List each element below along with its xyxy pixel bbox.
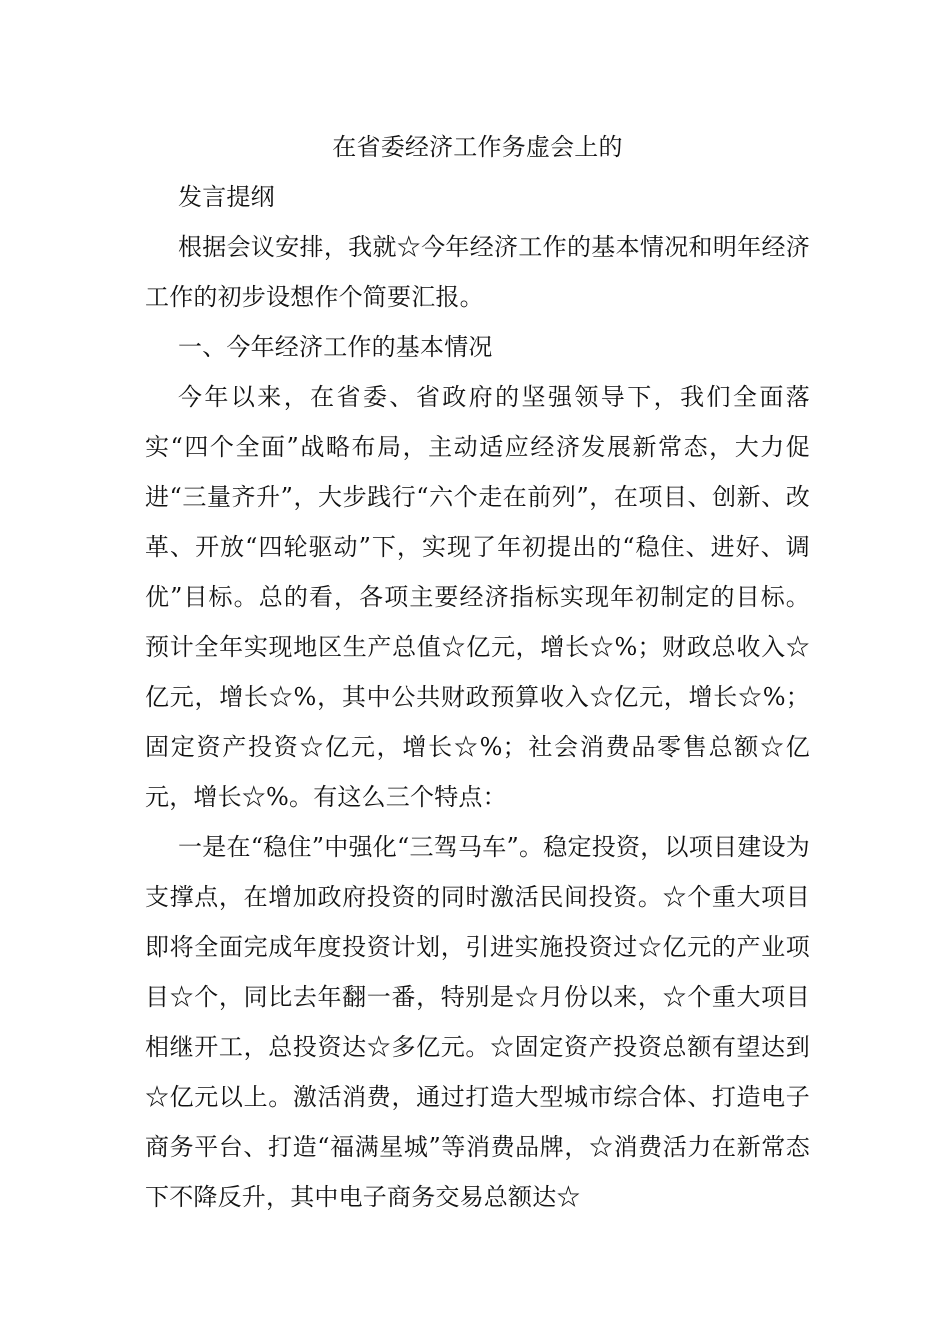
body-paragraph-1: 今年以来，在省委、省政府的坚强领导下，我们全面落实“四个全面”战略布局，主动适应经济发展新常态，大力促进“三量齐升”，大步践行“六个走在前列”，在项目、创新、改革、开放“四轮驱动”下，实现了年初提出的“稳住、进好、调优”目标。总的看，各项主要经济指标实现年初制定的目标。预计全年实现地区生产总值☆亿元，增长☆%；财政总收入☆亿元，增长☆%，其中公共财政预算收入☆亿元，增长☆%；固定资产投资☆亿元，增长☆%；社会消费品零售总额☆亿元，增长☆%。有这么三个特点： — [145, 383, 810, 811]
intro-paragraph: 根据会议安排，我就☆今年经济工作的基本情况和明年经济工作的初步设想作个简要汇报。 — [145, 233, 810, 311]
document-title: 在省委经济工作务虚会上的 — [332, 133, 623, 161]
document-body — [145, 122, 810, 1222]
document-subtitle: 发言提纲 — [178, 183, 275, 211]
body-paragraph-2: 一是在“稳住”中强化“三驾马车”。稳定投资，以项目建设为支撑点，在增加政府投资的同时激活民间投资。☆个重大项目即将全面完成年度投资计划，引进实施投资过☆亿元的产业项目☆个，同比去年翻一番，特别是☆月份以来，☆个重大项目相继开工，总投资达☆多亿元。☆固定资产投资总额有望达到☆亿元以上。激活消费，通过打造大型城市综合体、打造电子商务平台、打造“福满星城”等消费品牌，☆消费活力在新常态下不降反升，其中电子商务交易总额达☆ — [145, 833, 810, 1211]
section-heading: 一、今年经济工作的基本情况 — [178, 333, 493, 361]
